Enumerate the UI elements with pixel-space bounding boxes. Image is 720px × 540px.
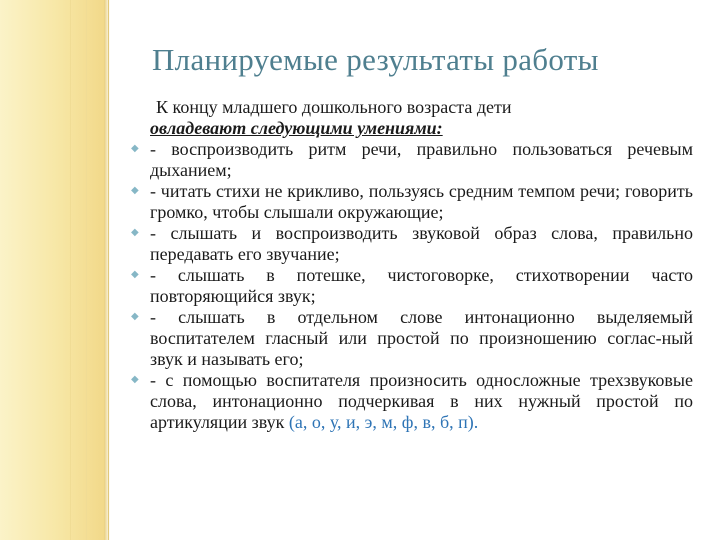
list-item-text: - слышать в отдельном слове интонационно выделяемый воспитателем гласный или простой по произношению соглас-ный звук и называть его; bbox=[150, 307, 693, 369]
list-item bbox=[128, 181, 693, 223]
sidebar-stripe bbox=[70, 0, 71, 540]
diamond-bullet-icon: ◆ bbox=[131, 311, 139, 322]
list-item-text: - слышать в потешке, чистоговорке, стихотворении часто повторяющийся звук; bbox=[150, 265, 693, 306]
diamond-bullet-icon: ◆ bbox=[131, 143, 139, 154]
list-item-text: - слышать и воспроизводить звуковой образ слова, правильно передавать его звучание; bbox=[150, 223, 693, 264]
highlighted-sounds: (а, о, у, и, э, м, ф, в, б, п). bbox=[288, 412, 479, 432]
diamond-bullet-icon: ◆ bbox=[131, 185, 139, 196]
diamond-bullet-icon: ◆ bbox=[131, 269, 139, 280]
intro-line: К концу младшего дошкольного возраста дети bbox=[156, 97, 512, 117]
decorative-sidebar bbox=[0, 0, 104, 540]
list-item bbox=[128, 370, 693, 433]
sidebar-divider-line bbox=[108, 0, 109, 540]
list-item bbox=[128, 139, 693, 181]
diamond-bullet-icon: ◆ bbox=[131, 227, 139, 238]
slide-title: Планируемые результаты работы bbox=[152, 42, 599, 77]
list-item-text: - воспроизводить ритм речи, правильно пользоваться речевым дыханием; bbox=[150, 139, 693, 180]
slide-body bbox=[128, 97, 693, 433]
list-item bbox=[128, 223, 693, 265]
list-item bbox=[128, 307, 693, 370]
intro-emphasis: овладевают следующими умениями: bbox=[150, 118, 443, 138]
sidebar-edge bbox=[104, 0, 110, 540]
diamond-bullet-icon: ◆ bbox=[131, 374, 139, 385]
list-item bbox=[128, 265, 693, 307]
sidebar-stripe bbox=[86, 0, 87, 540]
list-item-text: - читать стихи не крикливо, пользуясь средним темпом речи; говорить громко, чтобы слышали окружающие; bbox=[150, 181, 693, 222]
intro-paragraph bbox=[128, 97, 693, 139]
list-item-text: - с помощью воспитателя произносить односложные трехзвуковые слова, интонационно подчеркивая в них нужный простой по артикуляции звук bbox=[150, 370, 693, 432]
